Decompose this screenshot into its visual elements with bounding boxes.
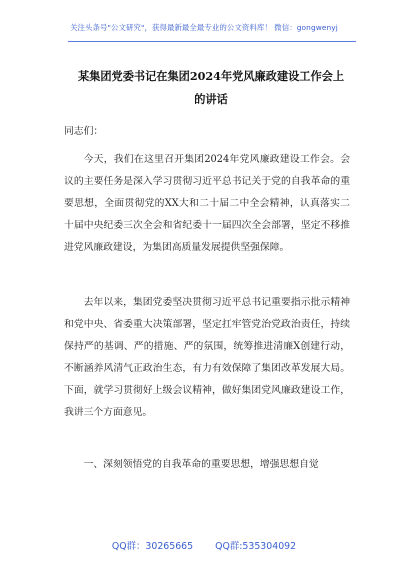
footer-banner	[0, 538, 408, 552]
header-banner: 关注头条号"公文研究"，获得最新最全最专业的公文资料库！ 微信：gongwenyj	[70, 23, 338, 32]
body-paragraph: 去年以来，集团党委坚决贯彻习近平总书记重要指示批示精神和党中央、省委重大决策部署，坚定扛牢管党治党政治责任，持续保持严的基调、严的措施、严的氛围，统筹推进清廉X创建行动，不断涵养风清气正政治生态，有力有效保障了集团改革发展大局。下面，就学习贯彻好上级会议精神，做好集团党风廉政建设工作，我讲三个方面意见。	[64, 297, 350, 419]
footer-qq-group-1: QQ群：30265665	[111, 541, 194, 552]
header-divider	[68, 41, 356, 42]
document-title: 某集团党委书记在集团2024年党风廉政建设工作会上的讲话	[77, 69, 345, 106]
section-heading: 一、深刻领悟党的自我革命的重要思想，增强思想自觉	[83, 459, 319, 470]
footer-qq-group-2: QQ群:535304092	[215, 541, 297, 552]
salutation: 同志们：	[64, 126, 104, 137]
body-paragraph: 今天，我们在这里召开集团2024年党风廉政建设工作会。会议的主要任务是深入学习贯彻习近平总书记关于党的自我革命的重要思想，全面贯彻党的XX大和二十届二中全会精神，认真落实二十届中央纪委三次全会和省纪委十一届四次全会部署，坚定不移推进党风廉政建设，为集团高质量发展提供坚强保障。	[64, 154, 350, 254]
